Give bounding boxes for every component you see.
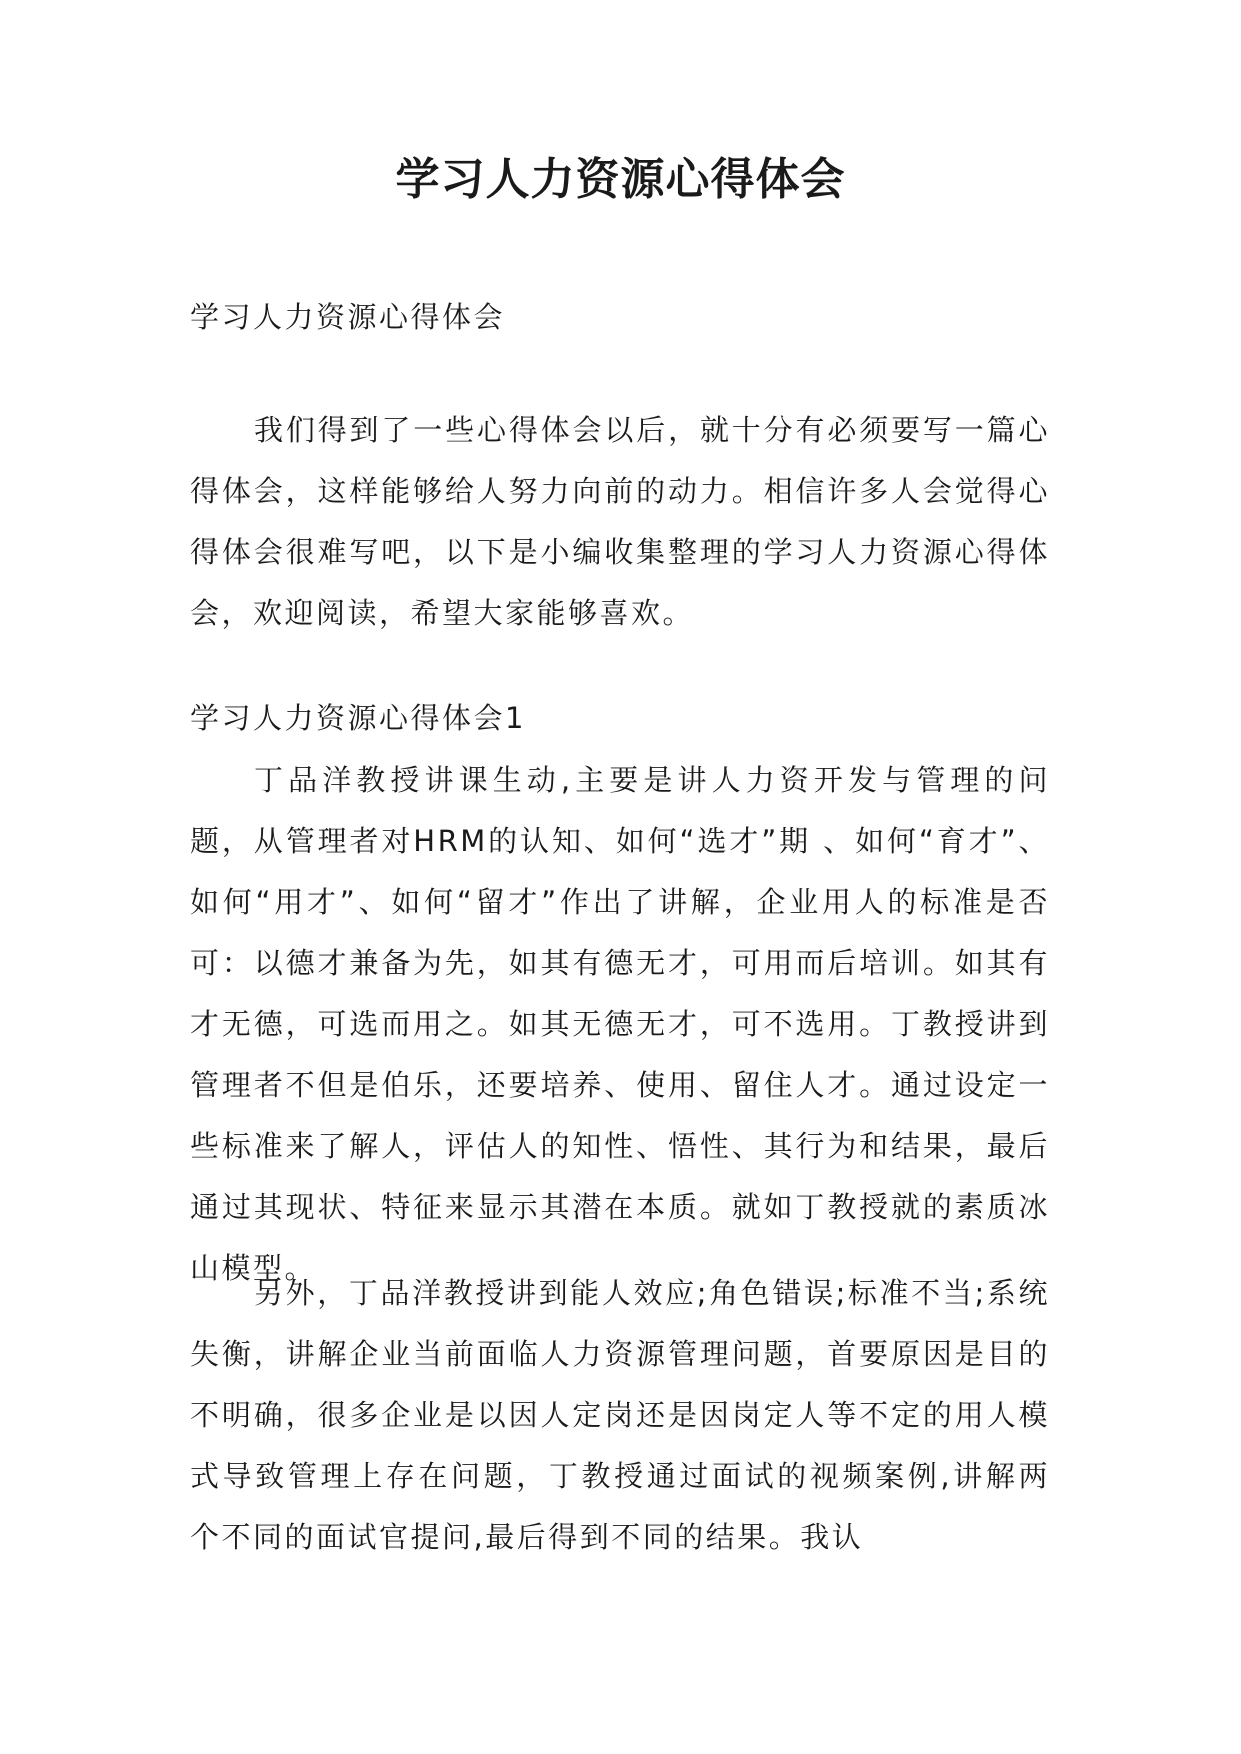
page-title: 学习人力资源心得体会 xyxy=(395,154,846,205)
body-paragraph-2: 另外，丁品洋教授讲到能人效应;角色错误;标准不当;系统失衡，讲解企业当前面临人力资源管理问题，首要原因是目的不明确，很多企业是以因人定岗还是因岗定人等不定的用人模式导致管理上存在问题，丁教授通过面试的视频案例,讲解两个不同的面试官提问,最后得到不同的结果。我认 xyxy=(190,1276,1050,1554)
intro-paragraph: 我们得到了一些心得体会以后，就十分有必须要写一篇心得体会，这样能够给人努力向前的动力。相信许多人会觉得心得体会很难写吧，以下是小编收集整理的学习人力资源心得体会，欢迎阅读，希望大家能够喜欢。 xyxy=(190,413,1050,630)
document-subtitle: 学习人力资源心得体会 xyxy=(190,300,506,334)
body-paragraph-1: 丁品洋教授讲课生动,主要是讲人力资开发与管理的问题，从管理者对HRM的认知、如何“选才”期 、如何“育才”、如何“用才”、如何“留才”作出了讲解，企业用人的标准是否可：以德才兼备为先，如其有德无才，可用而后培训。如其有才无德，可选而用之。如其无德无才，可不选用。丁教授讲到管理者不但是伯乐，还要培养、使用、留住人才。通过设定一些标准来了解人，评估人的知性、悟性、其行为和结果，最后通过其现状、特征来显示其潜在本质。就如丁教授就的素质冰山模型。 xyxy=(190,763,1050,1285)
section-heading: 学习人力资源心得体会1 xyxy=(190,701,526,735)
